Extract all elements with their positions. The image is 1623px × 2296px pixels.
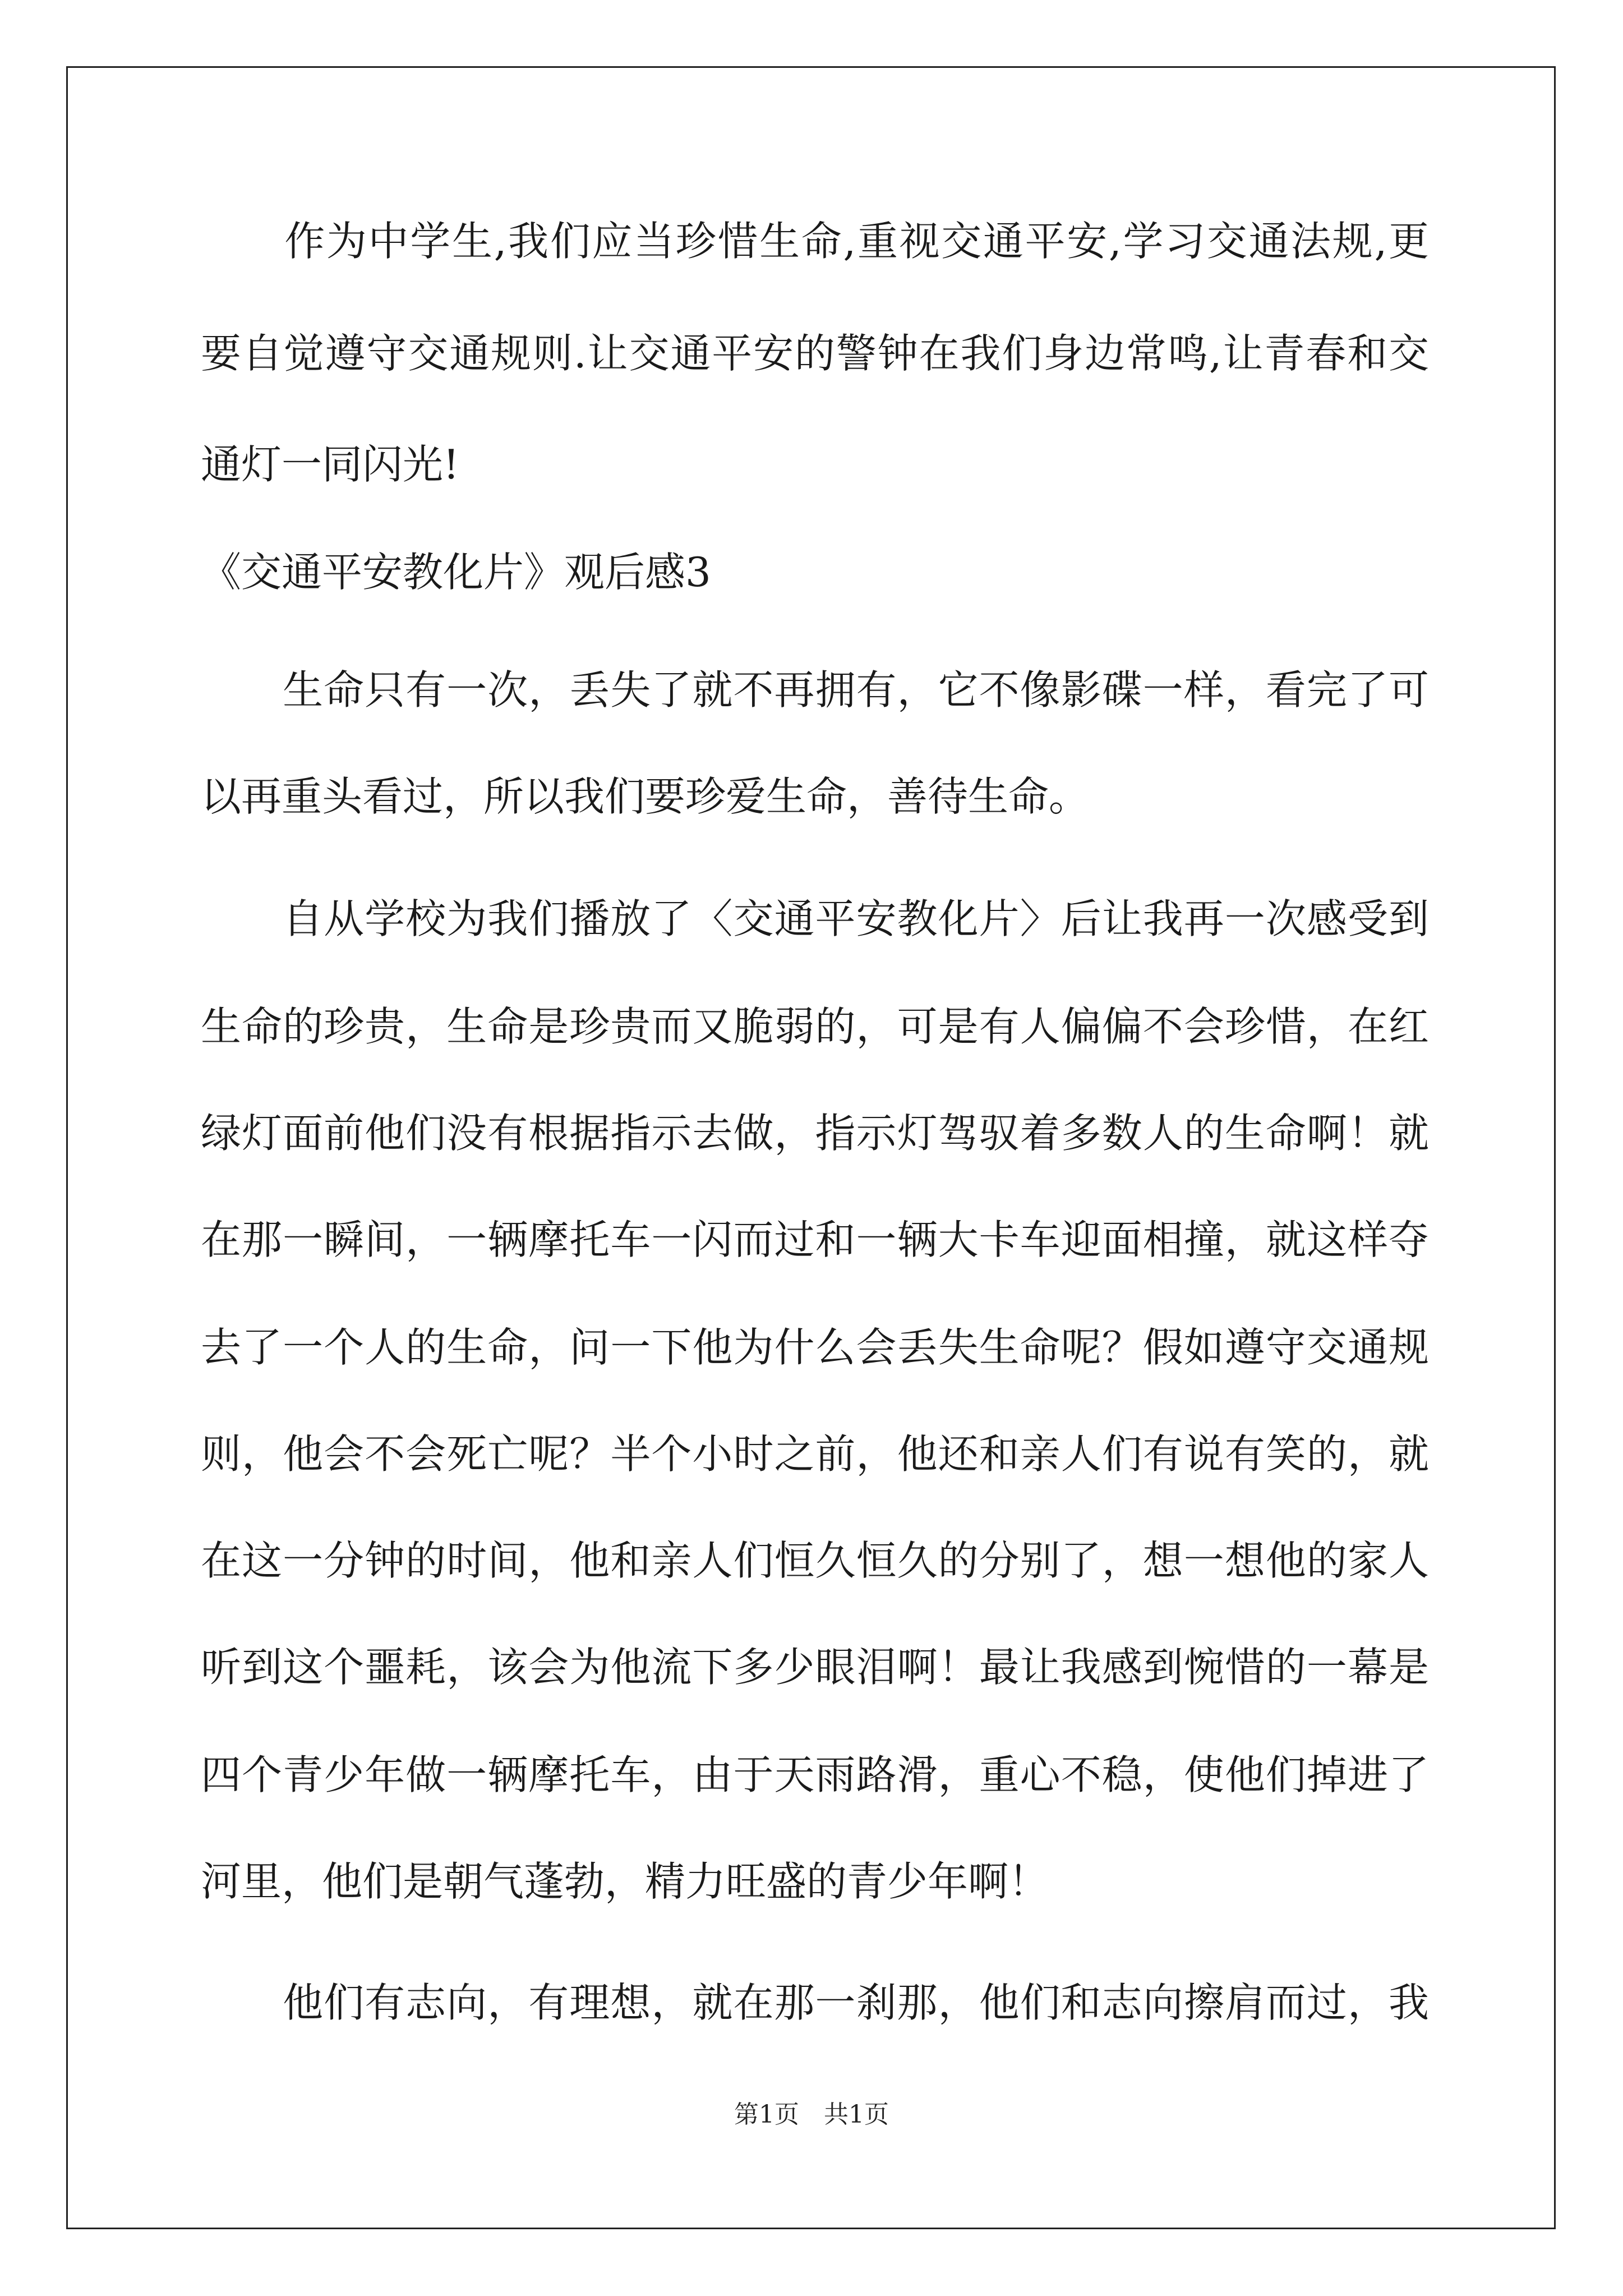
paragraph-3-line-5: 去了一个人的生命，问一下他为什么会丢失生命呢？假如遵守交通规 [201,1324,1429,1371]
section-heading: 《交通平安教化片》观后感3 [201,549,711,596]
paragraph-2-line-2: 以再重头看过，所以我们要珍爱生命，善待生命。 [201,773,1090,820]
paragraph-3-line-2: 生命的珍贵，生命是珍贵而又脆弱的，可是有人偏偏不会珍惜，在红 [201,1003,1429,1050]
page-number: 第1页 共1页 [734,2100,889,2129]
paragraph-1-line-1: 作为中学生,我们应当珍惜生命,重视交通平安,学习交通法规,更 [201,218,1429,265]
paragraph-3-line-7: 在这一分钟的时间，他和亲人们恒久恒久的分别了，想一想他的家人 [201,1537,1429,1584]
paragraph-4-line-1: 他们有志向，有理想，就在那一刹那，他们和志向擦肩而过，我 [201,1979,1429,2026]
paragraph-1-line-3: 通灯一同闪光! [201,441,459,488]
paragraph-3-line-3: 绿灯面前他们没有根据指示去做，指示灯驾驭着多数人的生命啊！就 [201,1110,1429,1157]
paragraph-1-line-2: 要自觉遵守交通规则.让交通平安的警钟在我们身边常鸣,让青春和交 [201,330,1429,377]
paragraph-2-line-1: 生命只有一次，丢失了就不再拥有，它不像影碟一样，看完了可 [201,666,1429,714]
paragraph-3-line-8: 听到这个噩耗，该会为他流下多少眼泪啊！最让我感到惋惜的一幕是 [201,1644,1429,1691]
paragraph-3-line-9: 四个青少年做一辆摩托车，由于天雨路滑，重心不稳，使他们掉进了 [201,1751,1429,1798]
paragraph-3-line-10: 河里，他们是朝气蓬勃，精力旺盛的青少年啊！ [201,1858,1049,1905]
paragraph-3-line-1: 自从学校为我们播放了〈交通平安教化片〉后让我再一次感受到 [201,895,1429,942]
paragraph-3-line-6: 则，他会不会死亡呢？半个小时之前，他还和亲人们有说有笑的，就 [201,1430,1429,1478]
paragraph-3-line-4: 在那一瞬间，一辆摩托车一闪而过和一辆大卡车迎面相撞，就这样夺 [201,1216,1429,1263]
